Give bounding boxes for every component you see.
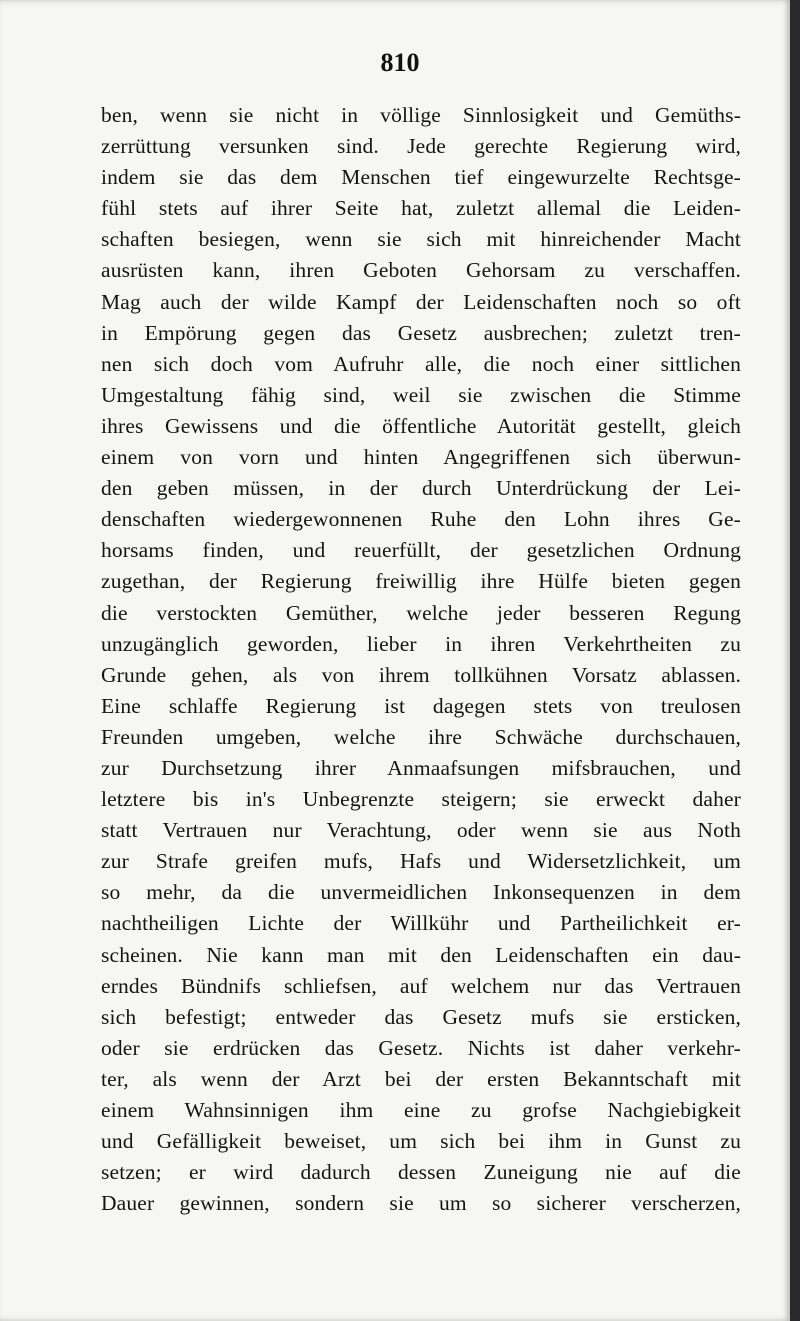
text-line: ben, wenn sie nicht in völlige Sinnlosigkeit und Gemüths-: [101, 103, 741, 127]
text-line: und Gefälligkeit beweiset, um sich bei ihm in Gunst zu: [101, 1129, 741, 1154]
text-line: horsams finden, und reuerfüllt, der gesetzlichen Ordnung: [101, 538, 741, 563]
page-number: 810: [380, 48, 420, 77]
text-line: sich befestigt; entweder das Gesetz mufs sie ersticken,: [101, 1004, 741, 1029]
text-line: fühl stets auf ihrer Seite hat, zuletzt allemal die Leiden-: [101, 196, 741, 221]
text-line: indem sie das dem Menschen tief eingewurzelte Rechtsge-: [101, 165, 741, 190]
text-line: zugethan, der Regierung freiwillig ihre Hülfe bieten gegen: [101, 569, 741, 594]
text-line: einem Wahnsinnigen ihm eine zu grofse Nachgiebigkeit: [101, 1098, 741, 1122]
text-line: nen sich doch vom Aufruhr alle, die noch einer sittlichen: [101, 351, 741, 376]
text-line: die verstockten Gemüther, welche jeder besseren Regung: [101, 600, 741, 625]
text-line: Umgestaltung fähig sind, weil sie zwischen die Stimme: [101, 382, 741, 407]
text-line: statt Vertrauen nur Verachtung, oder wenn sie aus Noth: [101, 818, 741, 843]
text-line: schaften besiegen, wenn sie sich mit hinreichender Macht: [101, 227, 741, 252]
text-line: erndes Bündnifs schliefsen, auf welchem nur das Vertrauen: [101, 973, 741, 998]
text-line: ausrüsten kann, ihren Geboten Gehorsam zu verschaffen.: [101, 258, 741, 283]
text-line: scheinen. Nie kann man mit den Leidenschaften ein dau-: [101, 942, 741, 967]
text-line: Dauer gewinnen, sondern sie um so sicherer verscherzen,: [101, 1191, 741, 1216]
text-line: letztere bis in's Unbegrenzte steigern; sie erweckt daher: [101, 787, 741, 812]
text-line: zerrüttung versunken sind. Jede gerechte Regierung wird,: [101, 134, 741, 159]
text-line: Eine schlaffe Regierung ist dagegen stets von treulosen: [101, 693, 741, 718]
text-line: so mehr, da die unvermeidlichen Inkonsequenzen in dem: [101, 880, 741, 905]
text-line: Grunde gehen, als von ihrem tollkühnen Vorsatz ablassen.: [101, 662, 741, 687]
text-line: denschaften wiedergewonnenen Ruhe den Lohn ihres Ge-: [101, 507, 741, 532]
text-line: Mag auch der wilde Kampf der Leidenschaften noch so oft: [101, 289, 741, 314]
text-line: oder sie erdrücken das Gesetz. Nichts ist daher verkehr-: [101, 1035, 741, 1060]
text-line: zur Strafe greifen mufs, Hafs und Widersetzlichkeit, um: [101, 849, 741, 874]
text-line: zur Durchsetzung ihrer Anmaafsungen mifsbrauchen, und: [101, 755, 741, 780]
text-line: Freunden umgeben, welche ihre Schwäche durchschauen,: [101, 724, 741, 749]
text-line: nachtheiligen Lichte der Willkühr und Partheilichkeit er-: [101, 911, 741, 936]
text-line: einem von vorn und hinten Angegriffenen sich überwun-: [101, 445, 741, 470]
body-text: [101, 100, 741, 1219]
text-line: den geben müssen, in der durch Unterdrückung der Lei-: [101, 476, 741, 501]
text-line: ter, als wenn der Arzt bei der ersten Bekanntschaft mit: [101, 1066, 741, 1091]
text-line: in Empörung gegen das Gesetz ausbrechen; zuletzt tren-: [101, 320, 741, 345]
text-line: ihres Gewissens und die öffentliche Autorität gestellt, gleich: [101, 413, 741, 438]
text-line: unzugänglich geworden, lieber in ihren Verkehrtheiten zu: [101, 631, 741, 656]
text-line: setzen; er wird dadurch dessen Zuneigung nie auf die: [101, 1160, 741, 1185]
